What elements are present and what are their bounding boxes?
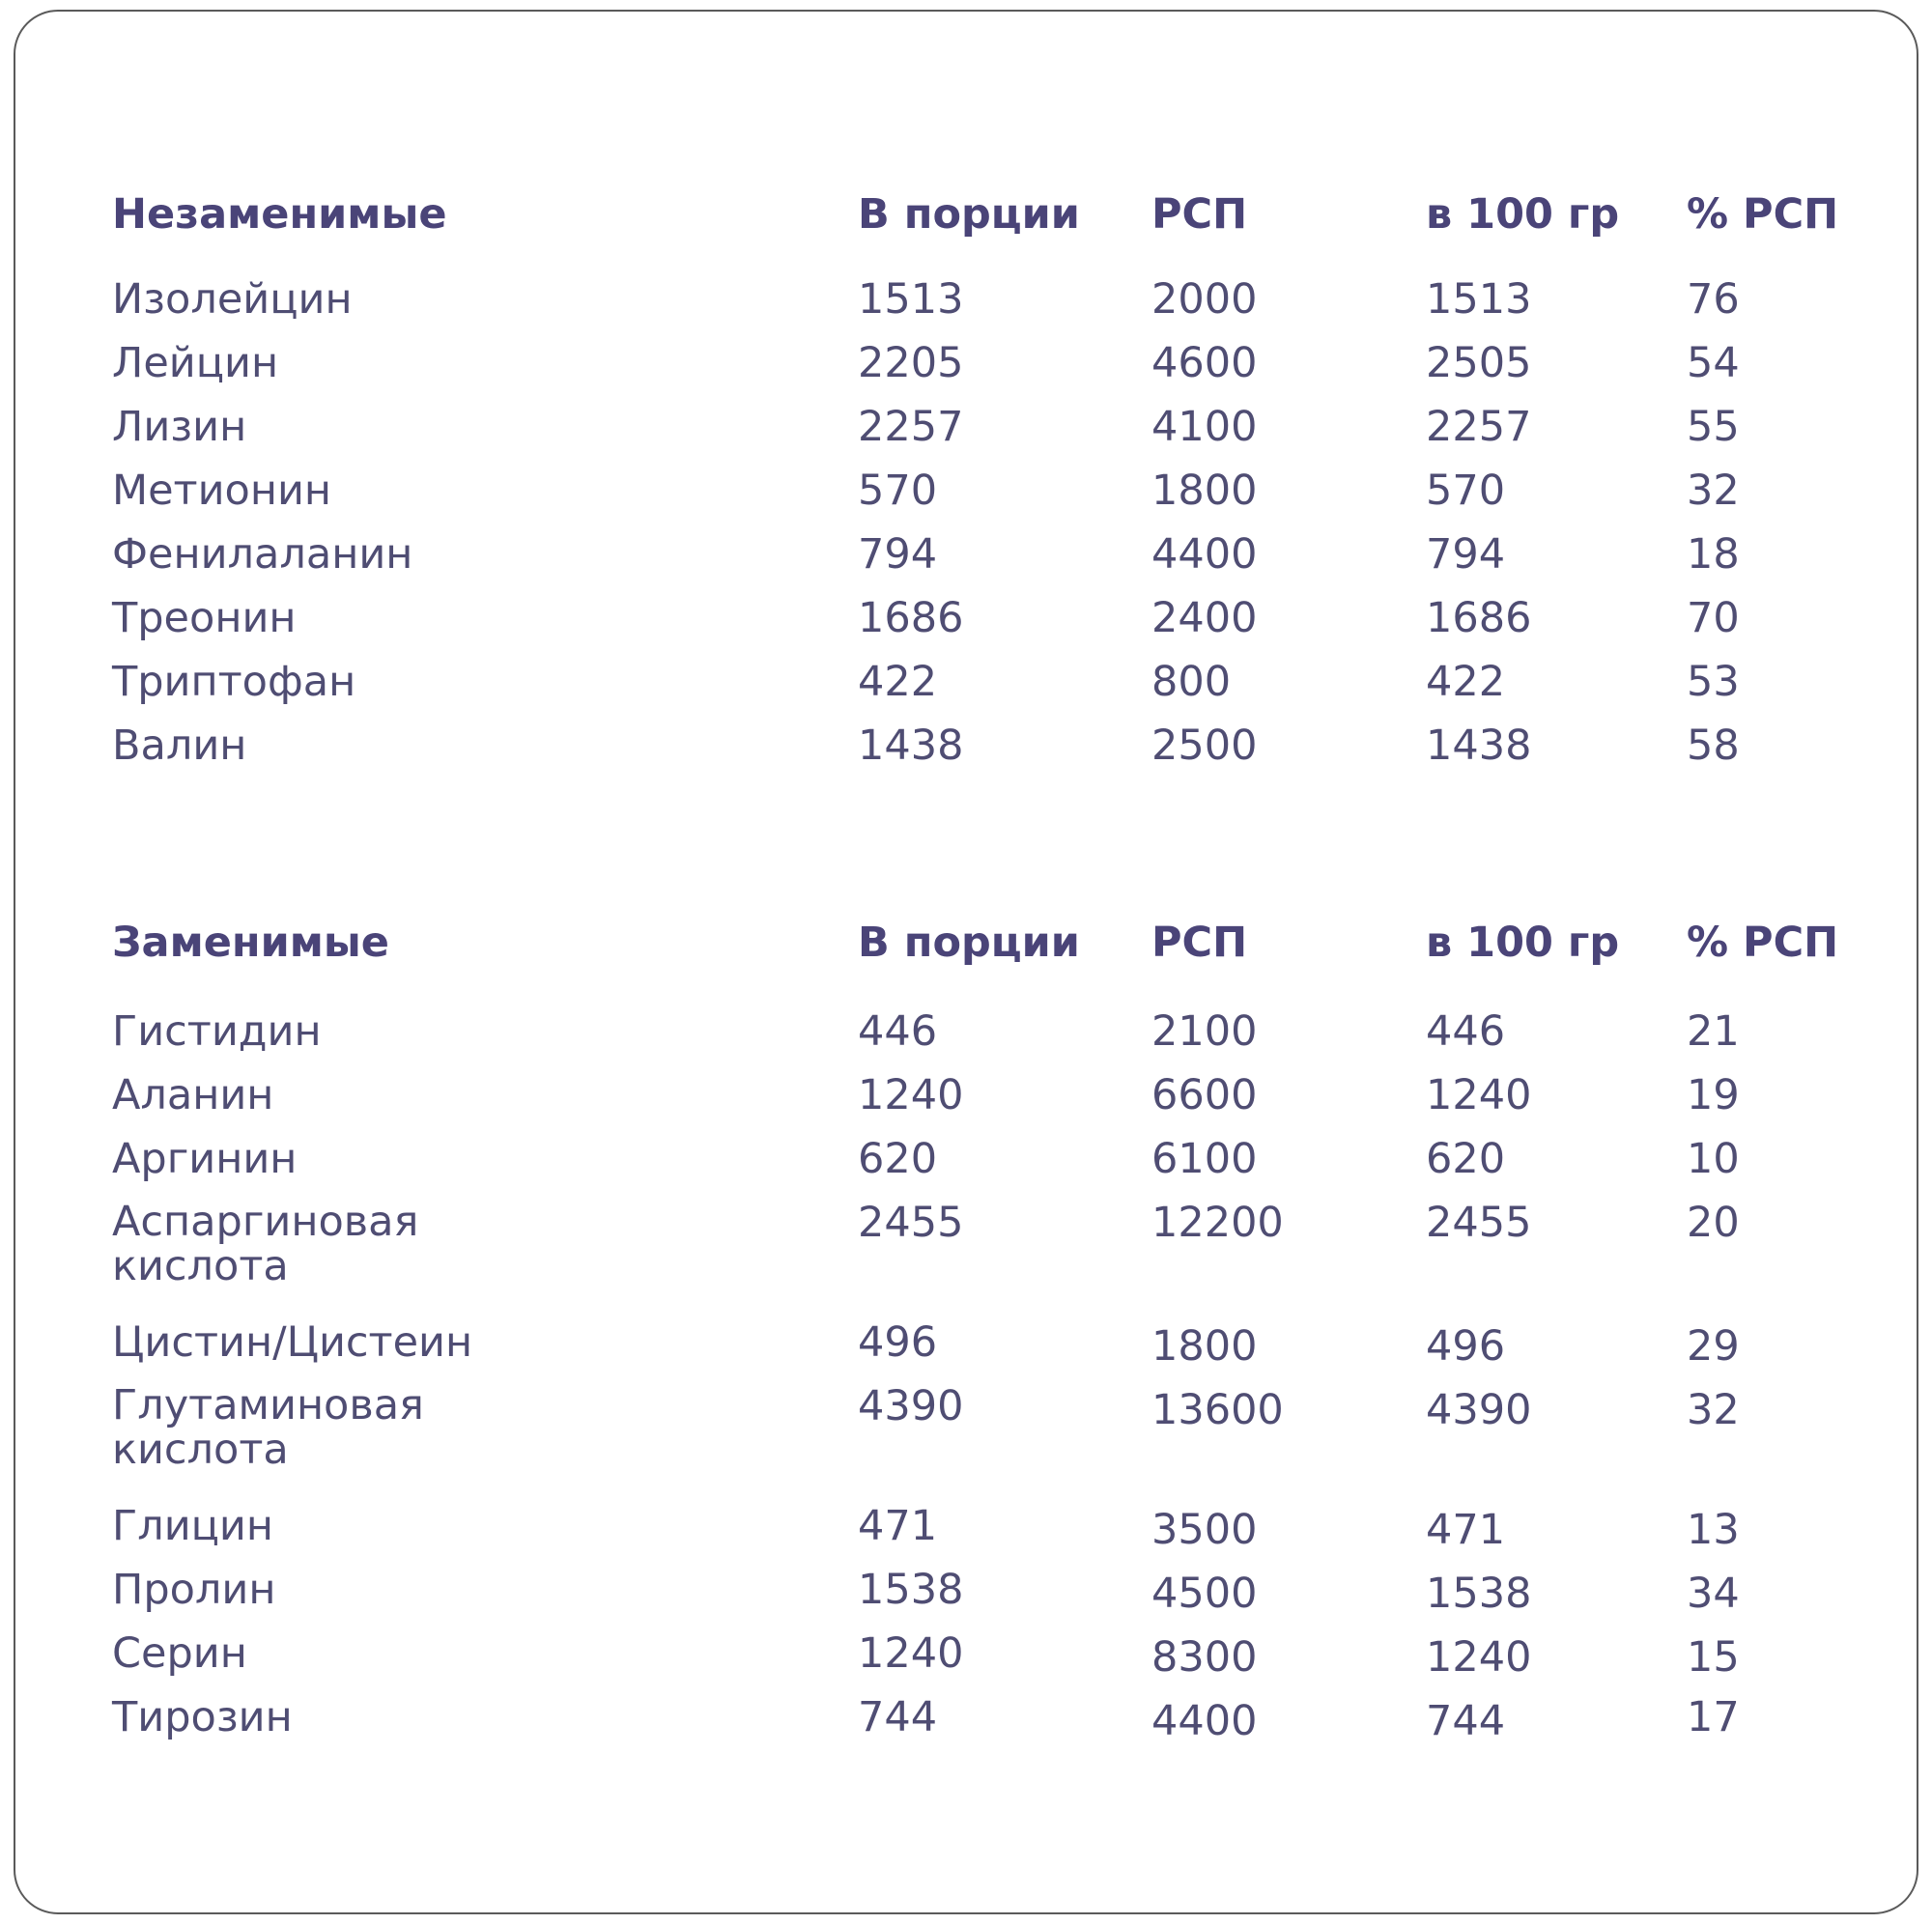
pct-value: 15	[1687, 1633, 1740, 1682]
per100-value: 1538	[1426, 1570, 1532, 1618]
portion-value: 744	[858, 1693, 938, 1741]
per100-value: 2257	[1426, 403, 1532, 451]
rsp-value: 13600	[1151, 1386, 1284, 1434]
table-row	[15, 340, 1917, 404]
table-row	[15, 1503, 1917, 1567]
pct-value: 58	[1687, 722, 1740, 770]
per100-value: 744	[1426, 1697, 1506, 1745]
rsp-value: 2500	[1151, 722, 1258, 770]
per100-value: 2455	[1426, 1199, 1532, 1247]
portion-value: 620	[858, 1135, 938, 1183]
amino-name: Лизин	[112, 403, 247, 451]
rsp-value: 4100	[1151, 403, 1258, 451]
per100-value: 446	[1426, 1007, 1506, 1056]
portion-value: 446	[858, 1007, 938, 1056]
rsp-value: 1800	[1151, 1322, 1258, 1371]
rsp-value: 12200	[1151, 1199, 1284, 1247]
per100-value: 496	[1426, 1322, 1506, 1371]
pct-value: 53	[1687, 658, 1740, 706]
portion-value: 794	[858, 530, 938, 579]
rsp-value: 1800	[1151, 467, 1258, 515]
table-row	[15, 659, 1917, 722]
pct-value: 34	[1687, 1570, 1740, 1618]
portion-value: 1538	[858, 1566, 964, 1614]
essential-header-name: Незаменимые	[112, 190, 447, 239]
amino-name: Метионин	[112, 467, 332, 515]
rsp-value: 2000	[1151, 275, 1258, 324]
amino-name: Глутаминовая кислота	[112, 1381, 424, 1474]
portion-value: 1240	[858, 1071, 964, 1119]
per100-value: 1240	[1426, 1633, 1532, 1682]
amino-name: Гистидин	[112, 1007, 322, 1056]
pct-value: 17	[1687, 1693, 1740, 1741]
per100-value: 570	[1426, 467, 1506, 515]
portion-value: 496	[858, 1318, 938, 1367]
pct-value: 13	[1687, 1506, 1740, 1554]
amino-name: Аргинин	[112, 1135, 298, 1183]
portion-value: 422	[858, 658, 938, 706]
pct-value: 10	[1687, 1135, 1740, 1183]
nonessential-header-row	[15, 920, 1917, 983]
rsp-value: 3500	[1151, 1506, 1258, 1554]
per100-value: 1513	[1426, 275, 1532, 324]
table-row	[15, 1381, 1917, 1474]
pct-value: 32	[1687, 467, 1740, 515]
pct-value: 29	[1687, 1322, 1740, 1371]
portion-value: 1513	[858, 275, 964, 324]
table-row	[15, 1136, 1917, 1200]
amino-name: Треонин	[112, 594, 297, 642]
pct-value: 55	[1687, 403, 1740, 451]
pct-value: 32	[1687, 1386, 1740, 1434]
amino-name: Цистин/Цистеин	[112, 1318, 473, 1367]
nonessential-header-pct: % РСП	[1687, 919, 1839, 967]
nonessential-header-portion: В порции	[858, 919, 1080, 967]
pct-value: 21	[1687, 1007, 1740, 1056]
amino-name: Аланин	[112, 1071, 274, 1119]
rsp-value: 2400	[1151, 594, 1258, 642]
nonessential-header-name: Заменимые	[112, 919, 389, 967]
per100-value: 4390	[1426, 1386, 1532, 1434]
amino-name: Фенилаланин	[112, 530, 413, 579]
portion-value: 471	[858, 1502, 938, 1550]
nonessential-header-rsp: РСП	[1151, 919, 1248, 967]
table-row	[15, 1694, 1917, 1758]
rsp-value: 4400	[1151, 1697, 1258, 1745]
essential-header-rsp: РСП	[1151, 190, 1248, 239]
per100-value: 422	[1426, 658, 1506, 706]
portion-value: 2257	[858, 403, 964, 451]
table-row	[15, 1567, 1917, 1630]
per100-value: 1438	[1426, 722, 1532, 770]
amino-name: Тирозин	[112, 1693, 293, 1741]
essential-header-per100: в 100 гр	[1426, 190, 1620, 239]
amino-name: Лейцин	[112, 339, 279, 387]
table-row	[15, 1198, 1917, 1290]
table-row	[15, 1008, 1917, 1072]
essential-header-row	[15, 191, 1917, 255]
nonessential-header-per100: в 100 гр	[1426, 919, 1620, 967]
table-row	[15, 404, 1917, 467]
portion-value: 1240	[858, 1629, 964, 1678]
pct-value: 18	[1687, 530, 1740, 579]
portion-value: 1438	[858, 722, 964, 770]
amino-name: Триптофан	[112, 658, 356, 706]
per100-value: 1240	[1426, 1071, 1532, 1119]
per100-value: 1686	[1426, 594, 1532, 642]
essential-header-portion: В порции	[858, 190, 1080, 239]
portion-value: 2455	[858, 1199, 964, 1247]
rsp-value: 2100	[1151, 1007, 1258, 1056]
pct-value: 19	[1687, 1071, 1740, 1119]
table-row	[15, 1072, 1917, 1136]
table-row	[15, 531, 1917, 595]
portion-value: 1686	[858, 594, 964, 642]
portion-value: 4390	[858, 1382, 964, 1430]
pct-value: 54	[1687, 339, 1740, 387]
rsp-value: 800	[1151, 658, 1232, 706]
table-row	[15, 595, 1917, 659]
rsp-value: 4500	[1151, 1570, 1258, 1618]
per100-value: 2505	[1426, 339, 1532, 387]
amino-name: Пролин	[112, 1566, 276, 1614]
pct-value: 20	[1687, 1199, 1740, 1247]
table-row	[15, 276, 1917, 340]
rsp-value: 4600	[1151, 339, 1258, 387]
portion-value: 570	[858, 467, 938, 515]
amino-name: Глицин	[112, 1502, 273, 1550]
amino-name: Валин	[112, 722, 247, 770]
per100-value: 620	[1426, 1135, 1506, 1183]
amino-name: Аспаргиновая кислота	[112, 1198, 419, 1290]
table-row	[15, 1319, 1917, 1383]
amino-name: Серин	[112, 1629, 247, 1678]
per100-value: 471	[1426, 1506, 1506, 1554]
amino-acid-card	[14, 10, 1918, 1914]
pct-value: 76	[1687, 275, 1740, 324]
amino-name: Изолейцин	[112, 275, 353, 324]
essential-header-pct: % РСП	[1687, 190, 1839, 239]
rsp-value: 4400	[1151, 530, 1258, 579]
table-row	[15, 467, 1917, 531]
table-row	[15, 1630, 1917, 1694]
rsp-value: 6100	[1151, 1135, 1258, 1183]
pct-value: 70	[1687, 594, 1740, 642]
rsp-value: 6600	[1151, 1071, 1258, 1119]
table-row	[15, 722, 1917, 786]
rsp-value: 8300	[1151, 1633, 1258, 1682]
portion-value: 2205	[858, 339, 964, 387]
per100-value: 794	[1426, 530, 1506, 579]
